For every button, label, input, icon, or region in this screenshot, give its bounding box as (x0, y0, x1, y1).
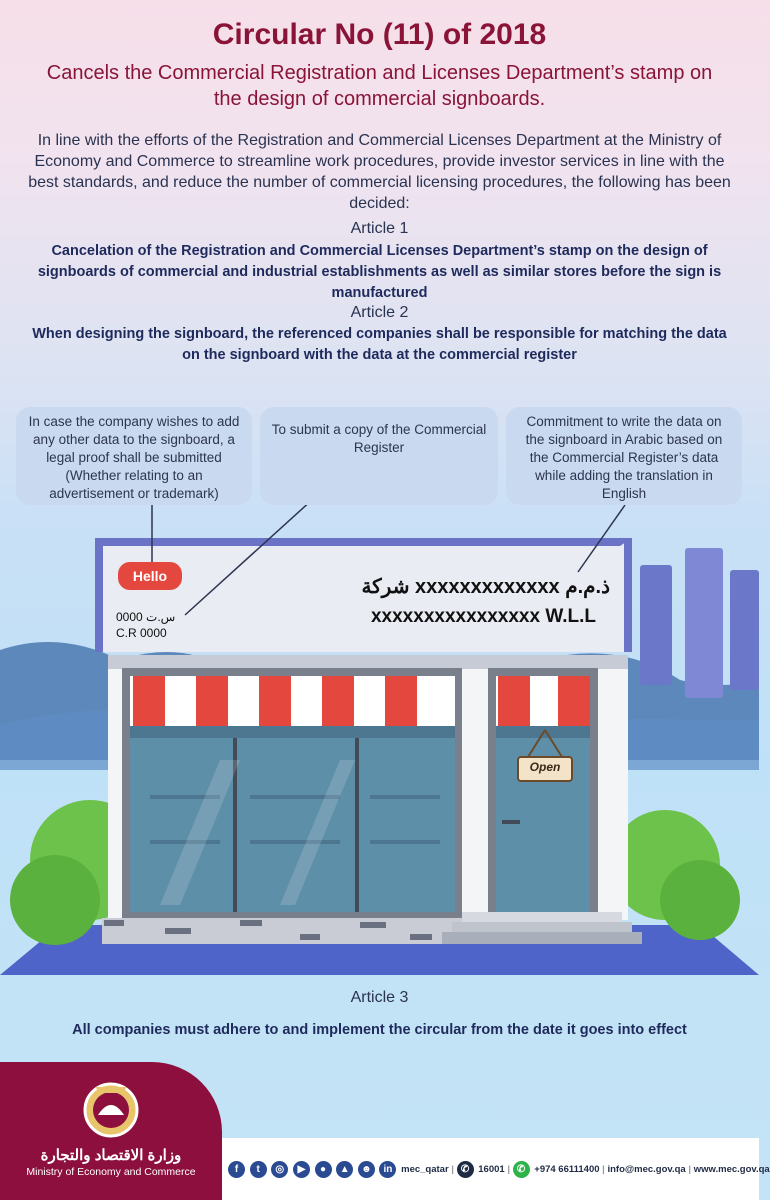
hotline-number: 16001 (478, 1164, 505, 1176)
ministry-name-arabic: وزارة الاقتصاد والتجارة (40, 1147, 182, 1164)
facebook-icon[interactable]: f (228, 1161, 245, 1178)
website-url[interactable]: www.mec.gov.qa (693, 1164, 770, 1176)
bubble-arabic-commitment: Commitment to write the data on the signboard in Arabic based on the Commercial Register’s data while adding the translation in English (506, 407, 742, 505)
phone-icon: ✆ (457, 1161, 474, 1178)
social-handle: mec_qatar (401, 1164, 449, 1176)
open-door-sign: Open (529, 760, 561, 774)
article-3-text: All companies must adhere to and implement the circular from the date it goes into effect (72, 1022, 687, 1038)
whatsapp-number: +974 66111400 (534, 1164, 600, 1176)
snapchat-icon[interactable]: ☻ (358, 1161, 375, 1178)
instagram-icon[interactable]: ◎ (271, 1161, 288, 1178)
intro-paragraph: In line with the efforts of the Registration and Commercial Licenses Department at the Ministry of Economy and Commerce to streamline work procedures, provide investor services in line with the best standards, and reduce the number of commercial licensing procedures, the following has been decided: (28, 132, 731, 212)
hello-badge: Hello (132, 568, 168, 584)
bubble-additional-data: In case the company wishes to add any other data to the signboard, a legal proof shall be submitted (Whether relating to an advertisement or trademark) (16, 407, 252, 505)
email-address[interactable]: info@mec.gov.qa (607, 1164, 686, 1176)
article-3-label: Article 3 (350, 989, 409, 1006)
youtube-icon[interactable]: ▶ (293, 1161, 310, 1178)
ministry-name-english: Ministry of Economy and Commerce (26, 1166, 196, 1178)
company-name-arabic: شركة xxxxxxxxxxxxx ذ.م.م (361, 576, 610, 598)
bubble-commercial-register: To submit a copy of the Commercial Register (260, 407, 498, 505)
android-icon[interactable]: ▲ (336, 1161, 353, 1178)
cr-number-english: C.R 0000 (116, 626, 167, 640)
company-name-english: xxxxxxxxxxxxxxxx W.L.L (370, 606, 596, 627)
linkedin-icon[interactable]: in (379, 1161, 396, 1178)
whatsapp-icon: ✆ (513, 1161, 530, 1178)
footer-contacts: f t ◎ ▶ ● ▲ ☻ in mec_qatar | ✆ 16001 | ✆ +974 66111400 | info@mec.gov.qa | www.mec.gov.qa (228, 1161, 758, 1181)
page-subtitle: Cancels the Commercial Registration and Licenses Department’s stamp on the design of commercial signboards. (46, 62, 713, 110)
article-2-text: When designing the signboard, the referenced companies shall be responsible for matching the data on the signboard with the data at the commercial register (32, 326, 727, 363)
page-title: Circular No (11) of 2018 (212, 18, 547, 51)
article-1-label: Article 1 (350, 220, 409, 237)
twitter-icon[interactable]: t (250, 1161, 267, 1178)
article-2-label: Article 2 (350, 304, 409, 321)
cr-number-arabic: س.ت 0000 (116, 610, 176, 624)
article-1-text: Cancelation of the Registration and Commercial Licenses Department’s stamp on the design of signboards of commercial and industrial establishments as well as similar stores before the sign is manufactured (37, 243, 722, 301)
apple-icon[interactable]: ● (315, 1161, 332, 1178)
qatar-emblem-logo (76, 1075, 146, 1140)
